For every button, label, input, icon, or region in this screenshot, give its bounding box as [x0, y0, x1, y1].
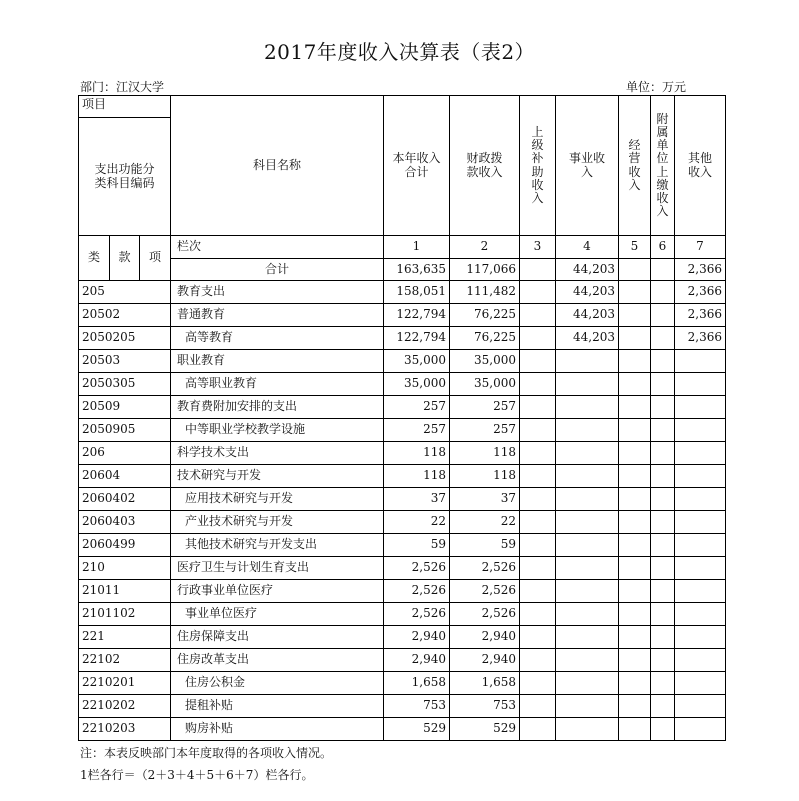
- row-business: [556, 511, 619, 534]
- row-fiscal: 2,526: [450, 557, 520, 580]
- row-operating: [619, 511, 651, 534]
- vertical-header-char: 入: [628, 177, 641, 192]
- row-operating: [619, 350, 651, 373]
- table-row: [79, 603, 726, 626]
- row-operating: [619, 396, 651, 419]
- total-sum: 163,635: [384, 259, 450, 281]
- table-row: [79, 373, 726, 396]
- row-total: 2,526: [384, 557, 450, 580]
- row-other: [675, 718, 726, 741]
- row-affiliated: [651, 649, 675, 672]
- row-subject-name: 购房补贴: [171, 718, 384, 741]
- row-subject-name: 普通教育: [171, 304, 384, 327]
- total-superior: [520, 259, 556, 281]
- row-code: 2101102: [79, 603, 171, 626]
- row-total: 753: [384, 695, 450, 718]
- row-code: 2060403: [79, 511, 171, 534]
- col-number: 2: [450, 236, 520, 259]
- row-total: 118: [384, 465, 450, 488]
- row-affiliated: [651, 396, 675, 419]
- row-total: 257: [384, 396, 450, 419]
- row-total: 59: [384, 534, 450, 557]
- row-superior: [520, 672, 556, 695]
- row-fiscal: 111,482: [450, 281, 520, 304]
- row-code: 206: [79, 442, 171, 465]
- row-other: [675, 695, 726, 718]
- col-number: 4: [556, 236, 619, 259]
- row-business: [556, 626, 619, 649]
- row-code: 21011: [79, 580, 171, 603]
- total-affiliated: [651, 259, 675, 281]
- table-row: [79, 672, 726, 695]
- row-business: [556, 534, 619, 557]
- row-code: 20604: [79, 465, 171, 488]
- vertical-header-char: 经: [628, 138, 641, 153]
- row-total: 35,000: [384, 350, 450, 373]
- vertical-header-char: 入: [531, 190, 544, 205]
- vertical-header-char: 附: [656, 111, 669, 126]
- row-fiscal: 529: [450, 718, 520, 741]
- row-affiliated: [651, 465, 675, 488]
- row-affiliated: [651, 626, 675, 649]
- row-affiliated: [651, 557, 675, 580]
- row-code: 2060499: [79, 534, 171, 557]
- row-other: [675, 419, 726, 442]
- row-total: 22: [384, 511, 450, 534]
- row-total: 2,940: [384, 649, 450, 672]
- row-operating: [619, 718, 651, 741]
- row-superior: [520, 442, 556, 465]
- vertical-header-char: 补: [531, 151, 544, 166]
- row-fiscal: 753: [450, 695, 520, 718]
- row-superior: [520, 695, 556, 718]
- table-row: [79, 649, 726, 672]
- row-subject-name: 科学技术支出: [171, 442, 384, 465]
- row-operating: [619, 373, 651, 396]
- row-subject-name: 其他技术研究与开发支出: [171, 534, 384, 557]
- row-business: [556, 672, 619, 695]
- row-affiliated: [651, 304, 675, 327]
- subject-name-header: 科目名称: [171, 96, 384, 236]
- total-operating: [619, 259, 651, 281]
- row-affiliated: [651, 511, 675, 534]
- col-fiscal-header-line: 财政拨: [466, 151, 503, 166]
- vertical-header-char: 营: [628, 151, 641, 166]
- row-operating: [619, 327, 651, 350]
- row-operating: [619, 281, 651, 304]
- row-subject-name: 事业单位医疗: [171, 603, 384, 626]
- row-business: [556, 580, 619, 603]
- row-other: 2,366: [675, 304, 726, 327]
- table-row: [79, 442, 726, 465]
- row-fiscal: 257: [450, 396, 520, 419]
- vertical-header-char: 属: [656, 124, 669, 139]
- row-operating: [619, 488, 651, 511]
- row-affiliated: [651, 488, 675, 511]
- col-other-header: [675, 96, 726, 236]
- row-fiscal: 2,526: [450, 580, 520, 603]
- row-total: 529: [384, 718, 450, 741]
- row-superior: [520, 718, 556, 741]
- row-other: [675, 534, 726, 557]
- total-other: 2,366: [675, 259, 726, 281]
- note-line: 注：本表反映部门本年度取得的各项收入情况。: [80, 746, 333, 760]
- table-row: [79, 511, 726, 534]
- table-row: [79, 557, 726, 580]
- row-total: 35,000: [384, 373, 450, 396]
- col-total-header-line: 本年收入: [392, 151, 441, 166]
- row-code: 20502: [79, 304, 171, 327]
- table-row: [79, 718, 726, 741]
- table-row: [79, 304, 726, 327]
- row-affiliated: [651, 580, 675, 603]
- row-fiscal: 118: [450, 465, 520, 488]
- row-affiliated: [651, 419, 675, 442]
- row-superior: [520, 350, 556, 373]
- row-total: 1,658: [384, 672, 450, 695]
- total-label: 合计: [171, 259, 384, 281]
- row-subject-name: 住房公积金: [171, 672, 384, 695]
- row-business: [556, 442, 619, 465]
- row-operating: [619, 442, 651, 465]
- row-other: [675, 649, 726, 672]
- table-row: [79, 465, 726, 488]
- col-number: 6: [651, 236, 675, 259]
- department-label: 部门：江汉大学: [80, 80, 165, 94]
- row-total: 122,794: [384, 304, 450, 327]
- row-operating: [619, 626, 651, 649]
- row-other: [675, 557, 726, 580]
- row-subject-name: 医疗卫生与计划生育支出: [171, 557, 384, 580]
- row-other: [675, 350, 726, 373]
- row-other: 2,366: [675, 281, 726, 304]
- unit-label: 单位：万元: [626, 80, 687, 94]
- row-other: [675, 465, 726, 488]
- page-title: 2017年度收入决算表（表2）: [263, 40, 536, 64]
- table-row: [79, 488, 726, 511]
- row-other: [675, 603, 726, 626]
- row-superior: [520, 603, 556, 626]
- row-operating: [619, 695, 651, 718]
- row-business: [556, 465, 619, 488]
- total-fiscal: 117,066: [450, 259, 520, 281]
- row-subject-name: 应用技术研究与开发: [171, 488, 384, 511]
- row-operating: [619, 534, 651, 557]
- row-code: 20503: [79, 350, 171, 373]
- row-business: 44,203: [556, 304, 619, 327]
- row-operating: [619, 304, 651, 327]
- vertical-header-char: 助: [531, 164, 544, 179]
- row-code: 2210201: [79, 672, 171, 695]
- row-superior: [520, 557, 556, 580]
- row-affiliated: [651, 327, 675, 350]
- row-subject-name: 产业技术研究与开发: [171, 511, 384, 534]
- col-total-header-line: 合计: [404, 164, 429, 179]
- row-code: 22102: [79, 649, 171, 672]
- total-business: 44,203: [556, 259, 619, 281]
- row-code: 2210203: [79, 718, 171, 741]
- row-superior: [520, 649, 556, 672]
- row-superior: [520, 281, 556, 304]
- function-code-header-line: 类科目编码: [94, 175, 155, 190]
- col-fiscal-header-line: 款收入: [466, 164, 503, 179]
- row-total: 257: [384, 419, 450, 442]
- row-total: 122,794: [384, 327, 450, 350]
- row-fiscal: 59: [450, 534, 520, 557]
- row-fiscal: 22: [450, 511, 520, 534]
- row-other: [675, 373, 726, 396]
- row-fiscal: 2,940: [450, 649, 520, 672]
- row-code: 2210202: [79, 695, 171, 718]
- row-business: [556, 419, 619, 442]
- row-total: 2,526: [384, 603, 450, 626]
- row-affiliated: [651, 695, 675, 718]
- row-superior: [520, 419, 556, 442]
- row-affiliated: [651, 672, 675, 695]
- row-subject-name: 技术研究与开发: [171, 465, 384, 488]
- row-subject-name: 职业教育: [171, 350, 384, 373]
- col-business-header: [556, 96, 619, 236]
- row-business: [556, 350, 619, 373]
- col-number: 1: [384, 236, 450, 259]
- row-other: [675, 626, 726, 649]
- row-other: [675, 511, 726, 534]
- vertical-header-char: 缴: [656, 177, 669, 192]
- row-superior: [520, 488, 556, 511]
- row-fiscal: 76,225: [450, 304, 520, 327]
- row-operating: [619, 465, 651, 488]
- row-fiscal: 118: [450, 442, 520, 465]
- row-other: [675, 442, 726, 465]
- row-business: 44,203: [556, 281, 619, 304]
- row-superior: [520, 534, 556, 557]
- table-row: [79, 419, 726, 442]
- col-number: 5: [619, 236, 651, 259]
- row-superior: [520, 511, 556, 534]
- row-affiliated: [651, 350, 675, 373]
- row-code: 2050905: [79, 419, 171, 442]
- row-subject-name: 中等职业学校教学设施: [171, 419, 384, 442]
- row-other: 2,366: [675, 327, 726, 350]
- col-other-header-line: 收入: [687, 164, 712, 179]
- row-subject-name: 住房改革支出: [171, 649, 384, 672]
- row-other: [675, 580, 726, 603]
- table-row: [79, 350, 726, 373]
- row-subject-name: 行政事业单位医疗: [171, 580, 384, 603]
- col-business-header-line: 入: [580, 164, 593, 179]
- row-business: 44,203: [556, 327, 619, 350]
- row-code: 2060402: [79, 488, 171, 511]
- lanci-label: 栏次: [171, 236, 384, 259]
- row-code: 2050305: [79, 373, 171, 396]
- row-fiscal: 2,940: [450, 626, 520, 649]
- row-total: 158,051: [384, 281, 450, 304]
- row-affiliated: [651, 534, 675, 557]
- row-superior: [520, 465, 556, 488]
- row-affiliated: [651, 442, 675, 465]
- row-business: [556, 396, 619, 419]
- row-code: 221: [79, 626, 171, 649]
- row-total: 2,940: [384, 626, 450, 649]
- row-business: [556, 488, 619, 511]
- note-line: 1栏各行＝（2＋3＋4＋5＋6＋7）栏各行。: [80, 768, 314, 782]
- row-fiscal: 35,000: [450, 350, 520, 373]
- row-superior: [520, 304, 556, 327]
- row-superior: [520, 580, 556, 603]
- row-fiscal: 35,000: [450, 373, 520, 396]
- row-fiscal: 257: [450, 419, 520, 442]
- vertical-header-char: 上: [656, 164, 669, 179]
- row-superior: [520, 327, 556, 350]
- row-subject-name: 高等教育: [171, 327, 384, 350]
- row-superior: [520, 626, 556, 649]
- row-superior: [520, 373, 556, 396]
- vertical-header-char: 收: [628, 164, 641, 179]
- vertical-header-char: 收: [531, 177, 544, 192]
- row-operating: [619, 580, 651, 603]
- row-total: 118: [384, 442, 450, 465]
- table-row: [79, 534, 726, 557]
- row-business: [556, 557, 619, 580]
- row-operating: [619, 672, 651, 695]
- vertical-header-char: 级: [531, 138, 544, 153]
- row-operating: [619, 649, 651, 672]
- row-subject-name: 高等职业教育: [171, 373, 384, 396]
- row-fiscal: 37: [450, 488, 520, 511]
- row-subject-name: 教育费附加安排的支出: [171, 396, 384, 419]
- row-total: 2,526: [384, 580, 450, 603]
- row-business: [556, 649, 619, 672]
- row-code: 205: [79, 281, 171, 304]
- row-affiliated: [651, 718, 675, 741]
- row-subject-name: 提租补贴: [171, 695, 384, 718]
- row-other: [675, 672, 726, 695]
- row-operating: [619, 603, 651, 626]
- row-subject-name: 住房保障支出: [171, 626, 384, 649]
- function-code-header-line: 支出功能分: [94, 162, 155, 177]
- vertical-header-char: 上: [531, 124, 544, 139]
- row-affiliated: [651, 281, 675, 304]
- col-superior-header: [520, 96, 556, 236]
- col-fiscal-header: [450, 96, 520, 236]
- col-affiliated-header: [651, 96, 675, 236]
- table-row: [79, 695, 726, 718]
- row-fiscal: 2,526: [450, 603, 520, 626]
- table-row: [79, 580, 726, 603]
- row-operating: [619, 419, 651, 442]
- row-affiliated: [651, 373, 675, 396]
- row-fiscal: 76,225: [450, 327, 520, 350]
- row-business: [556, 718, 619, 741]
- income-table: [78, 95, 726, 741]
- row-other: [675, 488, 726, 511]
- table-row: [79, 281, 726, 304]
- col-total-header: [384, 96, 450, 236]
- table-row: [79, 396, 726, 419]
- table-row: [79, 626, 726, 649]
- function-code-header: [79, 118, 171, 236]
- kuan-header: 款: [110, 236, 140, 281]
- col-number: 3: [520, 236, 556, 259]
- col-number: 7: [675, 236, 726, 259]
- row-affiliated: [651, 603, 675, 626]
- row-code: 210: [79, 557, 171, 580]
- vertical-header-char: 单: [656, 138, 669, 153]
- table-row: [79, 327, 726, 350]
- row-operating: [619, 557, 651, 580]
- xiang-header: 项: [140, 236, 171, 281]
- vertical-header-char: 收: [656, 190, 669, 205]
- row-code: 20509: [79, 396, 171, 419]
- vertical-header-char: 位: [656, 151, 669, 166]
- row-code: 2050205: [79, 327, 171, 350]
- project-header: 项目: [79, 96, 171, 118]
- col-other-header-line: 其他: [687, 151, 712, 166]
- row-business: [556, 373, 619, 396]
- row-fiscal: 1,658: [450, 672, 520, 695]
- lei-header: 类: [79, 236, 110, 281]
- row-total: 37: [384, 488, 450, 511]
- row-superior: [520, 396, 556, 419]
- row-business: [556, 603, 619, 626]
- row-other: [675, 396, 726, 419]
- row-subject-name: 教育支出: [171, 281, 384, 304]
- col-operating-header: [619, 96, 651, 236]
- row-business: [556, 695, 619, 718]
- col-business-header-line: 事业收: [568, 151, 605, 166]
- vertical-header-char: 入: [656, 204, 669, 219]
